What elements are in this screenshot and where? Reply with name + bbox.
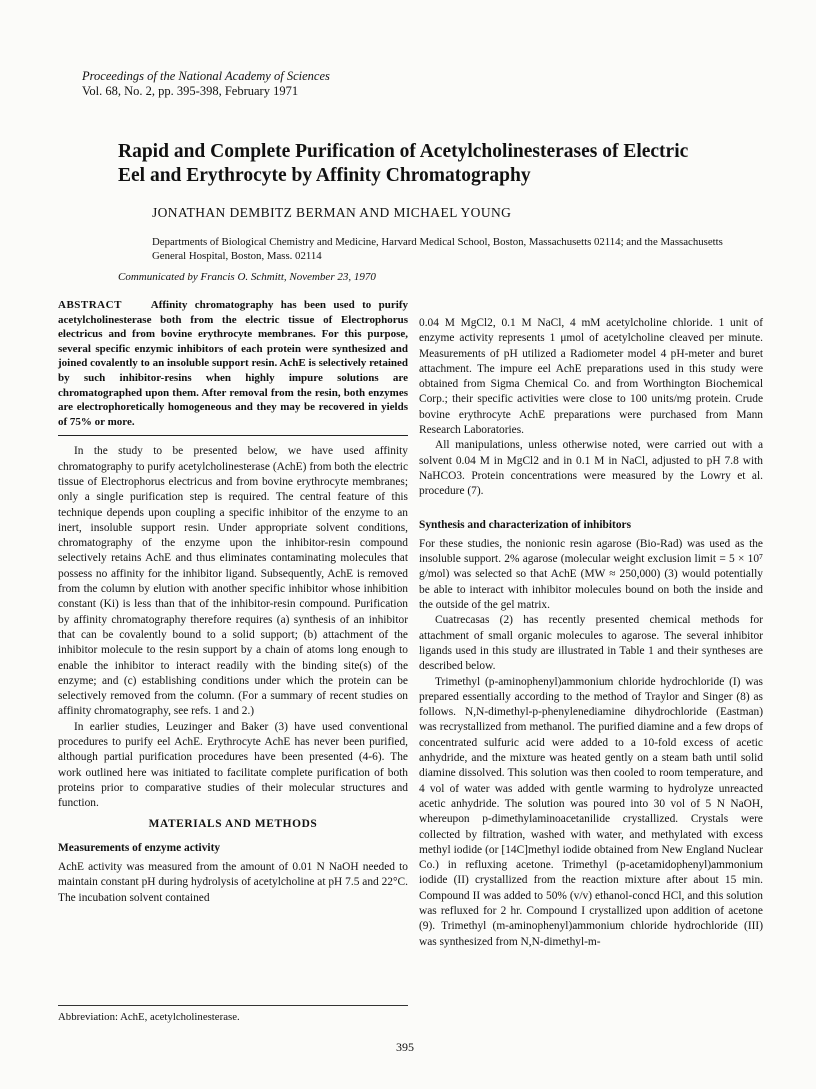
journal-name: Proceedings of the National Academy of Sciences (82, 69, 330, 83)
intro-paragraph-2: In earlier studies, Leuzinger and Baker (3) have used conventional procedures to purify eel AchE. Erythrocyte AchE has never been purified, although partial purification procedures have been presented (4-6). The work outlined here was initiated to facilitate complete purification of both proteins prior to comparative studies of their molecular structures and function. (58, 720, 408, 810)
subsection-heading-activity: Measurements of enzyme activity (58, 841, 221, 854)
methods-paragraph-3: All manipulations, unless otherwise noted, were carried out with a solvent 0.04 M in MgCl2 and in 0.1 M in NaCl, adjusted to pH 7.8 with NaHCO3. Protein concentrations were measured by the Lowry et al. procedure (7). (419, 439, 763, 498)
subsection-heading-synthesis: Synthesis and characterization of inhibitors (419, 518, 632, 531)
methods-paragraph-1: AchE activity was measured from the amount of 0.01 N NaOH needed to maintain constant pH during hydrolysis of acetylcholine at pH 7.5 and 22°C. The incubation solvent contained (58, 861, 408, 904)
methods-paragraph-2: 0.04 M MgCl2, 0.1 M NaCl, 4 mM acetylcholine chloride. 1 unit of enzyme activity represents 1 μmol of acetylcholine cleaved per minute. Measurements of pH utilized a Radiometer model 4 pH-meter and buret attachment. The impure eel AchE preparations used in this study were obtained from Sigma Chemical Co. and from Worthington Biochemical Corp.; their specific activities were close to 100 units/mg protein. Crude bovine erythrocyte AchE preparations were purchased from Mann Research Laboratories. (419, 317, 763, 437)
synthesis-paragraph-3: Trimethyl (p-aminophenyl)ammonium chloride hydrochloride (I) was prepared essentially according to the method of Traylor and Singer (8) as follows. N,N-dimethyl-p-phenylenediamine dihydrochloride (Eastman) was recrystallized from methanol. The purified diamine and a few drops of concentrated sulfuric acid were added to a 10-fold excess of acetic anhydride, and the mixture was heated gently on a steam bath until solid diamine dissolved. This solution was then cooled to room temperature, and 4 vol of water was added with gentle warming to hydrolyze unreacted acetic anhydride. The solution was poured into 30 vol of 5 N NaOH, whereupon p-dimethylaminoacetanilide crystallized. Crystals were collected by filtration, washed with water, and methylated with excess methyl iodide (or [14C]methyl iodide obtained from New England Nuclear Co.) in refluxing acetone. Trimethyl (p-acetamidophenyl)ammonium iodide (II) crystallized from the reaction mixture after about 15 min. Compound II was added to 50% (v/v) ethanol-concd HCl, and this solution was refluxed for 2 hr. Compound I crystallized upon addition of acetone (9). Trimethyl (m-aminophenyl)ammonium chloride hydrochloride (III) was synthesized from N,N-dimethyl-m- (419, 675, 763, 948)
footnote: Abbreviation: AchE, acetylcholinesterase. (58, 1005, 408, 1023)
journal-citation: Vol. 68, No. 2, pp. 395-398, February 1971 (82, 84, 299, 98)
abstract (58, 298, 408, 436)
synthesis-paragraph-1: For these studies, the nonionic resin agarose (Bio-Rad) was used as the insoluble support. 2% agarose (molecular weight exclusion limit = 5 × 10⁷ g/mol) was selected so that AchE (MW ≈ 250,000) (3) would potentially be able to interact with inhibitor molecules bound on both the inside and the outside of the gel matrix. (419, 537, 763, 612)
right-column (419, 316, 763, 950)
article-authors: JONATHAN DEMBITZ BERMAN AND MICHAEL YOUNG (152, 205, 512, 220)
abstract-text: Affinity chromatography has been used to purify acetylcholinesterase both from the electric tissue of Electrophorus electricus and from bovine erythrocyte membranes. For this purpose, several specific enzymic inhibitors of each protein were synthesized and joined covalently to an insoluble support resin. AchE is selectively retained by such inhibitor-resins when highly impure solutions are chromatographed upon them. After removal from the resin, both enzymes are electrophoretically homogeneous and they may be recovered in yields of 75% or more. (58, 299, 408, 428)
synthesis-paragraph-2: Cuatrecasas (2) has recently presented chemical methods for attachment of small organic molecules to agarose. The several inhibitor ligands used in this study are illustrated in Table 1 and their syntheses are described below. (419, 614, 763, 673)
left-column (58, 298, 408, 906)
article-affiliation: Departments of Biological Chemistry and Medicine, Harvard Medical School, Boston, Massachusetts 02114; and the Massachusetts General Hospital, Boston, Mass. 02114 (152, 236, 723, 262)
intro-paragraph-1: In the study to be presented below, we have used affinity chromatography to purify acetylcholinesterase (AchE) from both the electric tissue of Electrophorus electricus and from bovine erythrocyte membranes; only a single purification step is required. The central feature of this technique depends upon coupling a specific inhibitor of the enzyme to an inert, insoluble support resin. Under appropriate solvent conditions, chromatography of the enzyme upon the inhibitor-resin compound selectively retains AchE and thus eliminates contaminating molecules that possess no affinity for the inhibitor ligand. Subsequently, AchE is removed from the column by elution with another specific inhibitor whose inhibition constant (Ki) is less than that of the inhibitor-resin compound. Purification by affinity chromatography therefore requires (a) synthesis of an inhibitor that can be covalently bound to a solid support; (b) attachment of the inhibitor molecule to the resin support by a chain of atoms long enough to enable the inhibitor to interact readily with the binding site(s) of the enzyme; and (c) establishing conditions under which the protein can be selectively removed from the column. (For a summary of recent studies on affinity chromatography, see refs. 1 and 2.) (58, 445, 408, 718)
section-heading: MATERIALS AND METHODS (148, 818, 318, 831)
article-title: Rapid and Complete Purification of Acetylcholinesterases of Electric Eel and Erythrocyte by Affinity Chromatography (118, 141, 689, 186)
communicated-by: Communicated by Francis O. Schmitt, November 23, 1970 (118, 271, 376, 283)
journal-header (82, 69, 330, 99)
abstract-label: ABSTRACT (58, 299, 122, 311)
page-number: 395 (396, 1040, 414, 1054)
